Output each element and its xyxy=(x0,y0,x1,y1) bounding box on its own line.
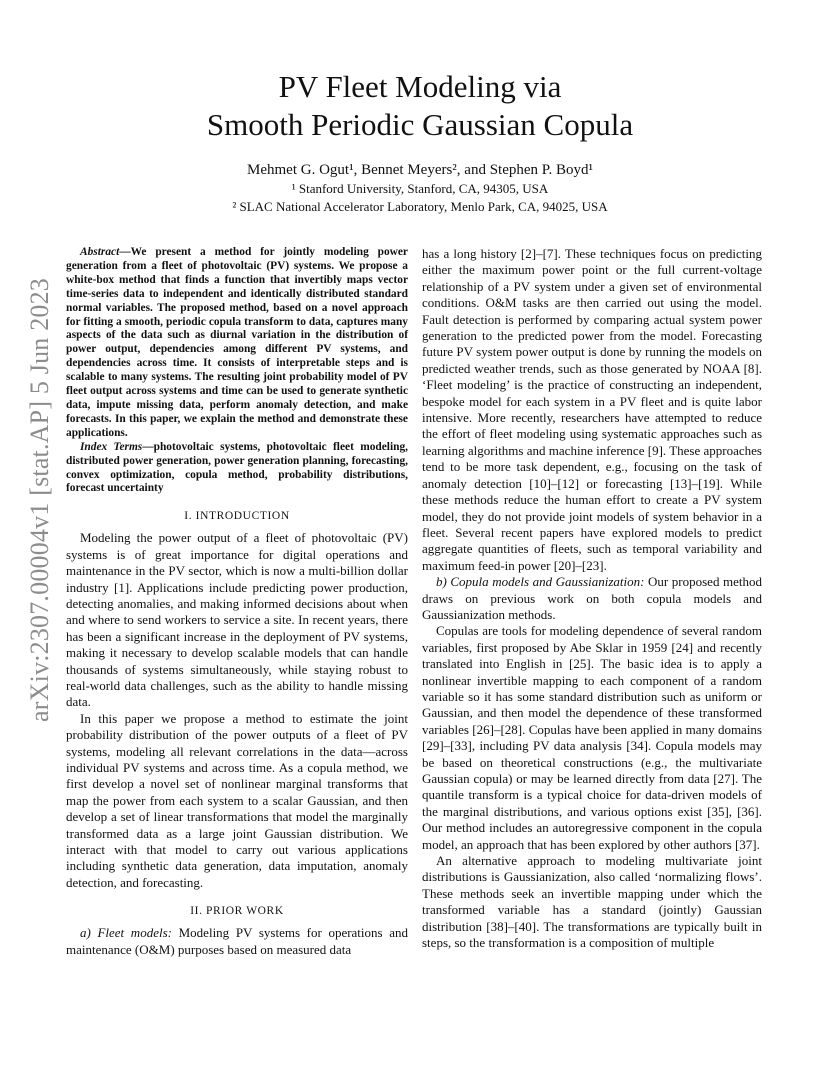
fleet-models-text: Modeling PV systems for operations and maintenance (O&M) purposes based on measured data xyxy=(66,925,409,957)
gaussianization-paragraph: An alternative approach to modeling multivariate joint distributions is Gaussianization, also called ‘normalizing flows’. These methods seek an invertible mapping under which the transformed variable has a standard (jointly) Gaussian distribution [38]–[40]. The transformations are typically built in steps, so the transformation is a composition of multiple xyxy=(422,853,762,951)
title-line-2: Smooth Periodic Gaussian Copula xyxy=(206,107,634,142)
prior-work-paragraph-1: has a long history [2]–[7]. These techniques focus on predicting either the maximum power point or the full current-voltage relationship of a PV system under a given set of environmental conditions. O&M tasks are then carried out using the model. Fault detection is performed by comparing actual system power generation to the predicted power from the model. Forecasting future PV system power output is done by running the models on predicted weather trends, such as those generated by NOAA [8]. ‘Fleet modeling’ is the practice of constructing an independent, bespoke model for each system in a PV fleet and is quite labor intensive. More recently, researchers have attempted to reduce the effort of fleet modeling using systematic approaches such as learning algorithms and machine inference [9]. These approaches tend to be more task dependent, e.g., focusing on the task of anomaly detection [10]–[12] or forecasting [13]–[19]. While these methods reduce the human effort to create a PV system model, they do not provide joint models of system behavior in a fleet. Several recent papers have explored models to predict aggregate quantities of fleets, such as temporal variability and maximum feed-in power [20]–[23]. xyxy=(422,246,762,573)
right-column xyxy=(422,246,762,951)
arxiv-identifier-stamp xyxy=(22,278,58,722)
index-terms-label: Index Terms xyxy=(80,440,143,453)
fleet-models-label: a) Fleet models: xyxy=(80,925,172,941)
copula-models-label: b) Copula models and Gaussianization: xyxy=(436,574,645,590)
title-line-1: PV Fleet Modeling via xyxy=(278,69,562,104)
abstract xyxy=(66,246,408,441)
intro-paragraph-1: Modeling the power output of a fleet of photovoltaic (PV) systems is of great importance for digital operations and maintenance in the PV sector, which is now a multi-billion dollar industry [1]. Applications include predicting power production, detecting anomalies, and making informed decisions about when and where to send workers to service a site. In recent years, there has been a significant increase in the deployment of PV systems, making it necessary to develop scalable models that can handle thousands of systems simultaneously, while staying robust to real-world data challenges, such as the ability to handle missing data. xyxy=(66,530,408,710)
affiliation-slac: ² SLAC National Accelerator Laboratory, Menlo Park, CA, 94025, USA xyxy=(232,199,608,214)
section-heading-prior-work: II. PRIOR WORK xyxy=(190,905,284,918)
author-list: Mehmet G. Ogut¹, Bennet Meyers², and Stephen P. Boyd¹ xyxy=(247,162,593,178)
copula-models-paragraph xyxy=(422,574,762,623)
index-terms xyxy=(66,441,408,497)
fleet-models-paragraph xyxy=(66,925,408,958)
section-heading-introduction: I. INTRODUCTION xyxy=(184,510,290,523)
abstract-label: Abstract xyxy=(80,246,120,258)
index-terms-text: —photovoltaic systems, photovoltaic fleet modeling, distributed power generation, power generation planning, forecasting, convex optimization, copula method, probability distributions, forecast uncertainty xyxy=(66,440,408,495)
arxiv-stamp-text: arXiv:2307.00004v1 [stat.AP] 5 Jun 2023 xyxy=(25,278,54,722)
affiliation-stanford: ¹ Stanford University, Stanford, CA, 94305, USA xyxy=(291,181,549,196)
paper-title xyxy=(120,68,720,144)
copula-paragraph: Copulas are tools for modeling dependence of several random variables, first proposed by Abe Sklar in 1959 [24] and recently translated into English in [25]. The basic idea is to apply a nonlinear invertible mapping to each component of a random variable so it has some standard distribution such as uniform or Gaussian, and then model the dependence of these transformed variables [26]–[28]. Copulas have been applied in many domains [29]–[33], including PV data analysis [34]. Copula models may be based on theoretical constructions (e.g., the multivariate Gaussian copula) or may be learned directly from data [27]. The quantile transform is a typical choice for data-driven models of the marginal distributions, and various options exist [35], [36]. Our method includes an autoregressive component in the copula model, an approach that has been explored by other authors [37]. xyxy=(422,623,762,852)
abstract-text: —We present a method for jointly modeling power generation from a fleet of photovoltaic (PV) systems. We propose a white-box method that finds a function that invertibly maps vector time-series data to independent and identically distributed standard normal variables. The proposed method, based on a novel approach for fitting a smooth, periodic copula transform to data, captures many aspects of the data such as diurnal variation in the distribution of power output, dependencies among different PV systems, and dependencies across time. It consists of interpretable steps and is scalable to many systems. The resulting joint probability model of PV fleet output across systems and time can be used to generate synthetic data, impute missing data, perform anomaly detection, and make forecasts. In this paper, we explain the method and demonstrate these applications. xyxy=(66,246,408,439)
intro-paragraph-2: In this paper we propose a method to estimate the joint probability distribution of the power outputs of a fleet of PV systems, modeling all relevant correlations in the data—across individual PV systems and across time. As a copula method, we first develop a novel set of nonlinear marginal transforms that map the power from each system to a scalar Gaussian, and then develop a set of linear transformations that model the marginally transformed data as a large joint Gaussian distribution. We interact with that model to carry out various applications including synthetic data generation, data imputation, anomaly detection, and forecasting. xyxy=(66,710,408,890)
left-column xyxy=(66,246,408,958)
copula-models-text: Our proposed method draws on previous work on both copula models and Gaussianization methods. xyxy=(422,574,762,622)
